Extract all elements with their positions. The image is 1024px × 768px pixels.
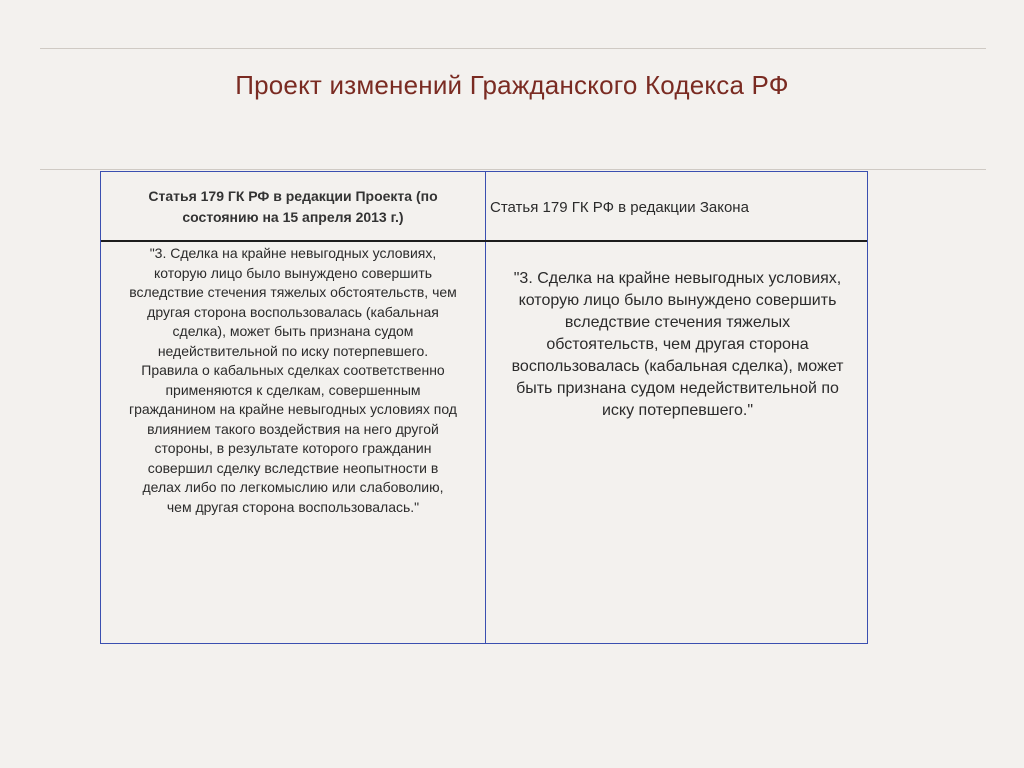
text-law-version: "3. Сделка на крайне невыгодных условиях, которую лицо было вынуждено совершить вследствие стечения тяжелых обстоятельств, чем другая сторона воспользовалась (кабальная сделка), может быть признана судом недействительной по иску потерпевшего." [511,270,844,419]
text-project-version: "3. Сделка на крайне невыгодных условиях, которую лицо было вынуждено совершить вследствие стечения тяжелых обстоятельств, чем другая сторона воспользовалась (кабальная сделка), может быть признана судом недействительной по иску потерпевшего. Правила о кабальных сделках соответственно применяются к сделкам, совершенным гражданином на крайне невыгодных условиях под влиянием такого воздействия на него другой стороны, в результате которого гражданин совершил сделку вследствие неопытности в делах либо по легкомыслию или слабоволию, чем другая сторона воспользовалась." [129,245,457,515]
slide-title: Проект изменений Гражданского Кодекса РФ [235,70,789,100]
header-divider [101,240,867,242]
top-divider [40,48,986,49]
header-project-version: Статья 179 ГК РФ в редакции Проекта (по состоянию на 15 апреля 2013 г.) [148,188,438,225]
comparison-table [100,171,868,644]
header-law-version: Статья 179 ГК РФ в редакции Закона [490,199,749,216]
title-divider [40,169,986,170]
